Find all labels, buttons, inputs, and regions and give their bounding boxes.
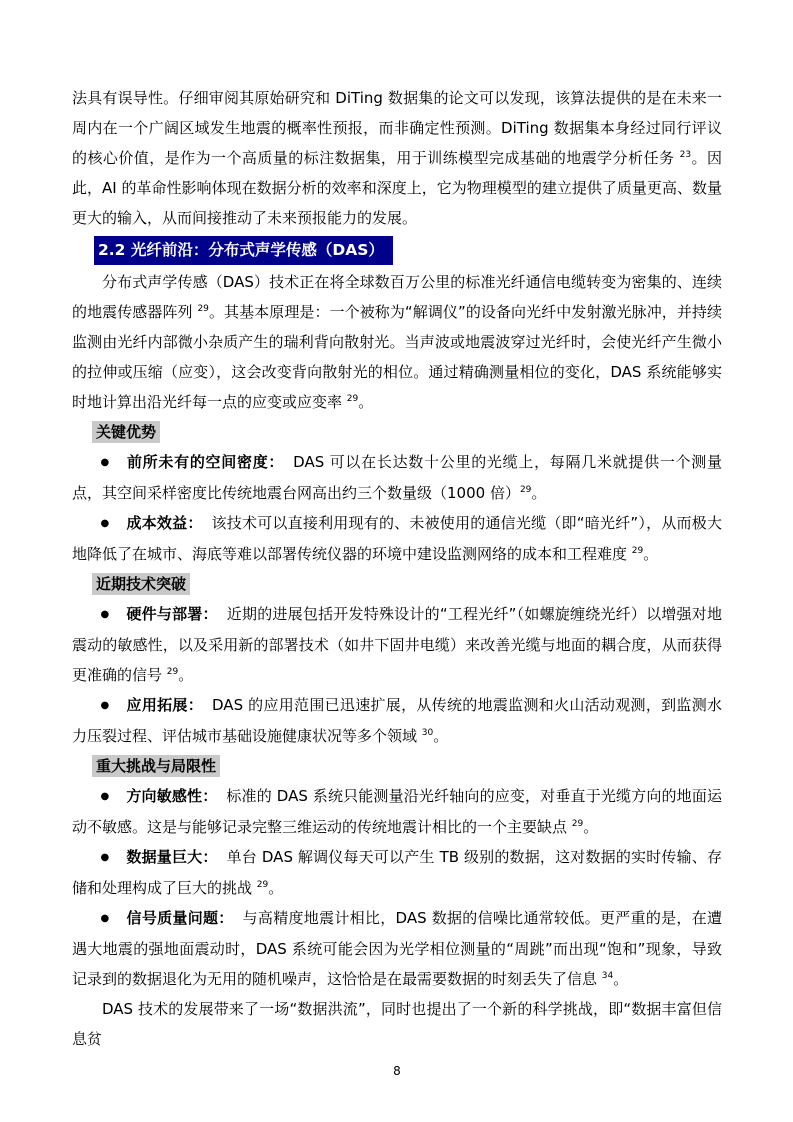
footnote-ref: 29: [166, 667, 179, 677]
bullet-text: 。: [583, 818, 599, 836]
paragraph-text: 分布式声学传感（DAS）技术正在将全球数百万公里的标准光纤通信电缆转变为密集的、连续的地震传感器阵列: [72, 273, 722, 321]
footnote-ref: 29: [346, 394, 359, 404]
paragraph-continuation: [72, 83, 722, 233]
bullet-text: 。: [178, 666, 194, 684]
bullet-text: 单台 DAS 解调仪每天可以产生 TB 级别的数据，这对数据的实时传输、存储和处理构成了巨大的挑战: [72, 848, 722, 897]
footnote-ref: 30: [421, 728, 434, 738]
bullet-text: 近期的进展包括开发特殊设计的“工程光纤”（如螺旋缠绕光纤）以增强对地震动的敏感性，以及采用新的部署技术（如井下固井电缆）来改善光缆与地面的耦合度，从而获得更准确的信号: [72, 605, 722, 684]
bullet-text: 。: [531, 484, 547, 502]
bullet-label: 数据量巨大：: [126, 848, 218, 866]
subheading-recent-breakthroughs: [72, 569, 722, 599]
bullet-text: DAS 可以在长达数十公里的光缆上，每隔几米就提供一个测量点，其空间采样密度比传统地震台网高出约三个数量级（1000 倍）: [72, 453, 722, 502]
paragraph-das-intro: [72, 267, 722, 417]
bullet-text: 标准的 DAS 系统只能测量沿光纤轴向的应变，对垂直于光缆方向的地面运动不敏感。这是与能够记录完整三维运动的传统地震计相比的一个主要缺点: [72, 787, 722, 836]
footnote-ref: 29: [256, 880, 269, 890]
bullet-text: 。: [433, 727, 449, 745]
subheading-highlight: 重大挑战与局限性: [92, 755, 220, 777]
paragraph-text: DAS 技术的发展带来了一场“数据洪流”，同时也提出了一个新的科学挑战，即“数据丰富但信息贫: [72, 1000, 722, 1048]
footnote-ref: 29: [197, 304, 209, 314]
bullet-icon: ●: [100, 518, 110, 529]
bullet-text: 。: [643, 545, 659, 563]
bullet-label: 应用拓展：: [126, 696, 204, 714]
paragraph-text: 。因此，AI 的革命性影响体现在数据分析的效率和深度上，它为物理模型的建立提供了质量更高、数量更大的输入，从而间接推动了未来预报能力的发展。: [72, 149, 722, 227]
paragraph-text: 。: [358, 393, 374, 411]
bullet-label: 硬件与部署：: [126, 605, 218, 623]
bullet-icon: ●: [100, 700, 110, 711]
subheading-highlight: 近期技术突破: [92, 573, 190, 595]
footnote-ref: 34: [601, 971, 614, 981]
bullet-icon: ●: [100, 791, 110, 802]
subheading-key-advantages: [72, 417, 722, 447]
section-heading-2-2: 2.2 光纤前沿：分布式声学传感（DAS）: [94, 236, 393, 265]
bullet-icon: ●: [100, 852, 110, 863]
paragraph-text: 法具有误导性。仔细审阅其原始研究和 DiTing 数据集的论文可以发现，该算法提供的是在未来一周内在一个广阔区域发生地震的概率性预报，而非确定性预测。DiTing 数据集本身经过同行评议的核心价值，是作为一个高质量的标注数据集，用于训练模型完成基础的地震学分析任务: [72, 89, 722, 167]
bullet-item-hardware-deployment: [72, 599, 722, 690]
bullet-label: 成本效益：: [126, 514, 203, 532]
bullet-item-spatial-density: [72, 447, 722, 508]
bullet-text: 。: [613, 970, 629, 988]
subheading-highlight: 关键优势: [92, 421, 160, 443]
bullet-text: 。: [268, 879, 284, 897]
footnote-ref: 29: [631, 546, 644, 556]
bullet-label: 信号质量问题：: [126, 909, 234, 927]
bullet-item-directional-sensitivity: [72, 781, 722, 842]
footnote-ref: 29: [571, 819, 584, 829]
bullet-icon: ●: [100, 609, 110, 620]
bullet-icon: ●: [100, 457, 110, 468]
paragraph-text: 。其基本原理是：一个被称为“解调仪”的设备向光纤中发射激光脉冲，并持续监测由光纤内部微小杂质产生的瑞利背向散射光。当声波或地震波穿过光纤时，会使光纤产生微小的拉伸或压缩（应变），这会改变背向散射光的相位。通过精确测量相位的变化，DAS 系统能够实时地计算出沿光纤每一点的应变或应变率: [72, 303, 722, 411]
bullet-text: 该技术可以直接利用现有的、未被使用的通信光缆（即“暗光纤”），从而极大地降低了在城市、海底等难以部署传统仪器的环境中建设监测网络的成本和工程难度: [72, 514, 722, 563]
bullet-text: DAS 的应用范围已迅速扩展，从传统的地震监测和火山活动观测，到监测水力压裂过程、评估城市基础设施健康状况等多个领域: [72, 696, 722, 745]
page-number: 8: [393, 1064, 401, 1078]
bullet-item-application-expansion: [72, 690, 722, 751]
subheading-challenges-limitations: [72, 751, 722, 781]
paragraph-data-flood: [72, 994, 722, 1054]
bullet-text: 与高精度地震计相比，DAS 数据的信噪比通常较低。更严重的是，在遭遇大地震的强地面震动时，DAS 系统可能会因为光学相位测量的“周跳”而出现“饱和”现象，导致记录到的数据退化为无用的随机噪声，这恰恰是在最需要数据的时刻丢失了信息: [72, 909, 722, 988]
bullet-item-signal-quality: [72, 903, 722, 994]
bullet-item-data-volume: [72, 842, 722, 903]
bullet-label: 前所未有的空间密度：: [126, 453, 285, 471]
footnote-ref: 23: [679, 150, 692, 160]
bullet-label: 方向敏感性：: [126, 787, 218, 805]
bullet-icon: ●: [100, 913, 110, 924]
bullet-item-cost-benefit: [72, 508, 722, 569]
footnote-ref: 29: [519, 485, 532, 495]
